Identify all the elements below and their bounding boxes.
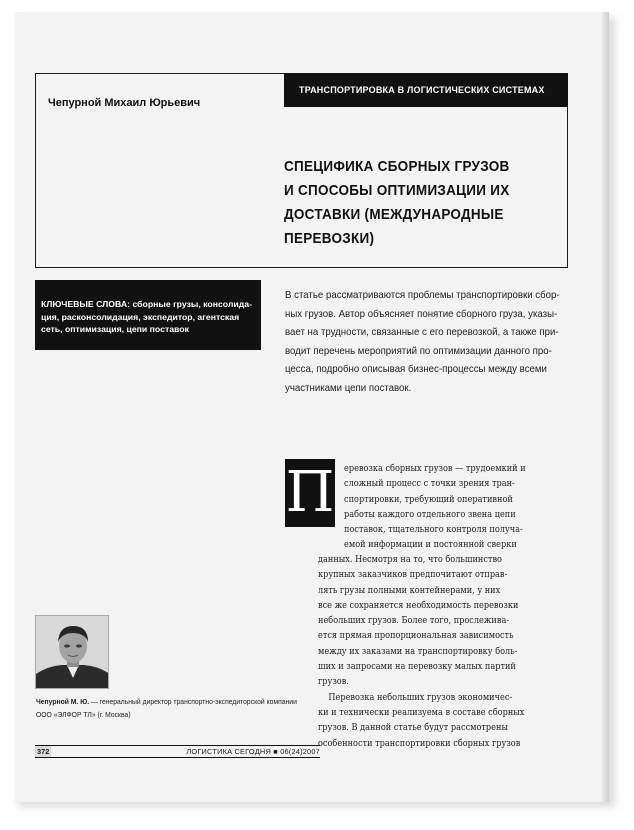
body-line: все же сохраняется необходимость перевозки <box>318 599 519 611</box>
abstract-line: участниками цепи поставок. <box>285 381 412 394</box>
page-edge <box>602 12 609 802</box>
caption-name: Чепурной М. Ю. <box>36 697 90 706</box>
title-line: ПЕРЕВОЗКИ) <box>284 230 375 247</box>
issue-separator-icon: ■ <box>273 747 278 756</box>
journal-info <box>186 746 320 757</box>
rubric-label: ТРАНСПОРТИРОВКА В ЛОГИСТИЧЕСКИХ СИСТЕМАХ <box>284 73 568 107</box>
abstract-line: В статье рассматриваются проблемы транспортировки сбор- <box>285 289 560 301</box>
body-line: работы каждого отдельного звена цепи <box>344 508 516 520</box>
body-line: Перевозка небольших грузов экономичес- <box>318 691 513 703</box>
page-number: 372 <box>37 747 50 756</box>
body-line: ется прямая пропорциональная зависимость <box>318 630 514 642</box>
body-line: еревозка сборных грузов — трудоемкий и <box>344 463 526 474</box>
keywords-line: КЛЮЧЕВЫЕ СЛОВА: сборные грузы, консолида- <box>41 299 252 309</box>
abstract-line: цесса, подробно описывая бизнес-процессы между всеми <box>285 363 547 376</box>
body-line: грузов. В данной статье будут рассмотрены <box>318 722 508 734</box>
body-line: крупных заказчиков предпочитают отправ- <box>318 569 508 581</box>
caption-role: — генеральный директор транспортно-экспедиторской компании <box>89 697 297 706</box>
body-line: грузов. <box>318 676 349 688</box>
body-line: лять грузы полными контейнерами, у них <box>318 584 501 596</box>
author-name: Чепурной Михаил Юрьевич <box>48 97 201 109</box>
abstract <box>285 286 575 398</box>
keywords-line: ция, расконсолидация, экспедитор, агентская <box>41 311 240 322</box>
body-line: сложный процесс с точки зрения тран- <box>344 478 515 490</box>
article-title <box>284 155 527 251</box>
abstract-line: вает на трудности, связанные с его перевозкой, а также при- <box>285 326 559 339</box>
drop-cap: П <box>285 460 335 525</box>
title-line: СПЕЦИФИКА СБОРНЫХ ГРУЗОВ <box>284 158 510 175</box>
journal-name: ЛОГИСТИКА СЕГОДНЯ <box>186 747 271 756</box>
body-line: особенности транспортировки сборных грузов <box>318 737 521 749</box>
title-line: ДОСТАВКИ (МЕЖДУНАРОДНЫЕ <box>284 206 504 223</box>
body-line: емой информации и постоянной сверки <box>344 539 517 551</box>
body-line: поставок, тщательного контроля получа- <box>344 524 523 536</box>
keywords-box <box>35 280 261 350</box>
author-portrait-image <box>36 616 109 689</box>
body-text-beside-dropcap <box>344 461 526 553</box>
journal-issue: 06(24)2007 <box>280 747 320 756</box>
body-line: между их заказами на транспортировку боль- <box>318 645 518 657</box>
photo-caption <box>36 695 297 721</box>
page-footer <box>35 745 320 758</box>
abstract-line: ных грузов. Автор объясняет понятие сборного груза, указы- <box>285 307 558 320</box>
title-line: И СПОСОБЫ ОПТИМИЗАЦИИ ИХ <box>284 182 510 199</box>
body-line: небольших грузов. Более того, прослежива- <box>318 615 510 627</box>
body-line: ки и технически реализуема в составе сборных <box>318 706 525 718</box>
caption-company: ООО «ЭЛФОР ТЛ» (г. Москва) <box>36 710 131 719</box>
author-photo <box>35 615 109 689</box>
body-line: данных. Несмотря на то, что большинство <box>318 554 502 565</box>
body-text <box>318 552 524 751</box>
abstract-line: водит перечень мероприятий по оптимизации данного про- <box>285 344 552 357</box>
body-line: спортировки, требующий оперативной <box>344 493 513 505</box>
keywords-line: сеть, оптимизация, цепи поставок <box>41 324 189 334</box>
body-line: ших и запросами на перевозку малых партий <box>318 661 516 673</box>
